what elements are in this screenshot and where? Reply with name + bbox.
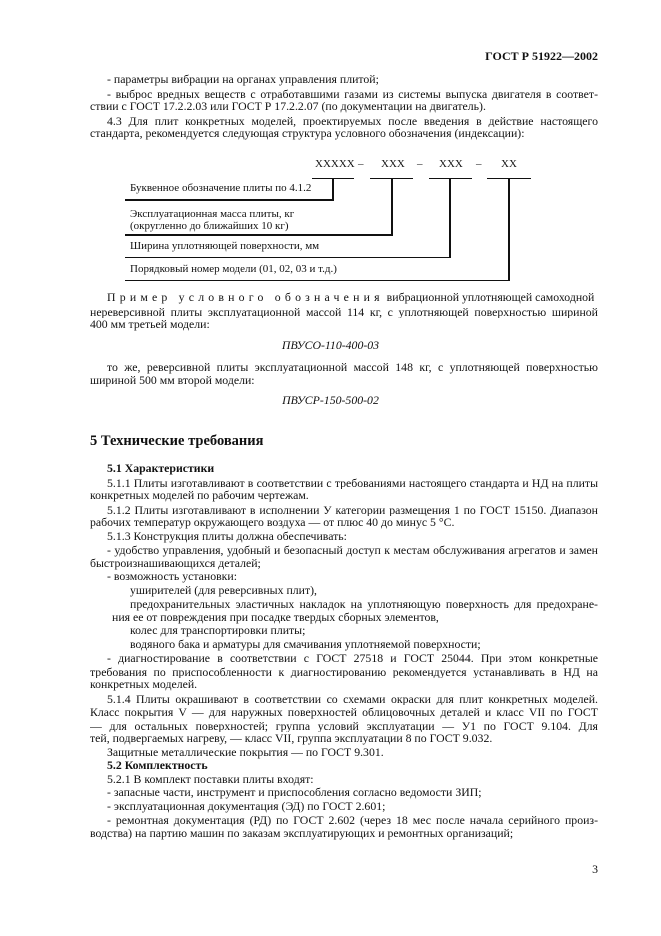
text-line: конкретных моделей по рабочим чертежам. (90, 488, 309, 502)
text-line: водства) на партию машин по заказам эксплуатирующих и ремонтных организаций; (90, 825, 514, 840)
example-text-2 (90, 360, 598, 387)
text-span: вибрационной уплотняющей самоходной (383, 290, 595, 304)
section-heading: 5 Технические требования (90, 433, 264, 449)
code-part: XXXXX (315, 158, 355, 170)
text-line: нереверсивной плиты эксплуатационной массой 114 кг, с уплотняющей поверхностью шириной (90, 304, 598, 318)
text-line: 5.1.3 Конструкция плиты должна обеспечивать: (107, 528, 347, 543)
text-line: ствии с ГОСТ 17.2.2.03 или ГОСТ Р 17.2.2.07 (по документации на двигатель). (90, 99, 486, 113)
text-line: быстроизнашивающихся деталей; (90, 555, 261, 570)
diagram-label: (округленно до ближайших 10 кг) (130, 220, 289, 232)
code-part: XXX (381, 158, 405, 170)
subsection-heading: 5.1 Характеристики (107, 461, 215, 475)
code-part: XX (501, 158, 517, 170)
text-line: 5.2.1 В комплект поставки плиты входят: (107, 771, 314, 786)
text-line: Класс покрытия V — для наружных поверхностей облицовочных деталей и класс VII по ГОСТ (90, 705, 598, 719)
leader-line (125, 280, 510, 281)
leader-line (332, 178, 334, 201)
text-line: то же, реверсивной плиты эксплуатационной массой 148 кг, с уплотняющей поверхностью (107, 360, 598, 374)
spaced-term: Пример условного обозначения (107, 290, 384, 304)
leader-line (508, 178, 510, 281)
code-part: XXX (439, 158, 463, 170)
text-line: - параметры вибрации на органах управления плитой; (107, 72, 379, 86)
leader-line (125, 257, 451, 258)
text-line: конкретных моделей. (90, 677, 198, 691)
text-line: - эксплуатационная документация (ЭД) по ГОСТ 2.601; (107, 798, 386, 813)
diagram-label: Порядковый номер модели (01, 02, 03 и т.д.) (130, 263, 337, 275)
example-formula: ПВУСО-110-400-03 (281, 338, 380, 352)
diagram-label: Ширина уплотняющей поверхности, мм (130, 240, 320, 252)
text-line: - удобство управления, удобный и безопасный доступ к местам обслуживания агрегатов и замен (107, 543, 598, 557)
leader-line (125, 199, 334, 201)
text-line: - ремонтная документация (РД) по ГОСТ 2.602 (через 18 мес после начала серийного произ- (107, 813, 598, 827)
intro-text (90, 73, 598, 141)
code-dash: – (417, 158, 423, 170)
page-number: 3 (592, 862, 598, 876)
text-line: - запасные части, инструмент и приспособления согласно ведомости ЗИП; (107, 785, 482, 799)
code-dash: – (358, 158, 364, 170)
document-id-header: ГОСТ Р 51922—2002 (485, 49, 598, 63)
text-line: - выброс вредных веществ с отработавшими газами из системы выпуска двигателя в соответ- (107, 86, 598, 100)
text-line: ния ее от повреждения при посадке твердых сборных элементов, (112, 609, 439, 624)
text-line: 4.3 Для плит конкретных моделей, проектируемых после введения в действие настоящего (107, 113, 598, 127)
text-line: стандарта, рекомендуется следующая структура условного обозначения (индексации): (90, 126, 525, 140)
text-line: водяного бака и арматуры для смачивания уплотняемой поверхности; (130, 636, 481, 651)
leader-line (391, 178, 393, 236)
text-line: шириной 500 мм второй модели: (90, 372, 255, 387)
section-body (90, 462, 598, 840)
text-line: 5.1.4 Плиты окрашивают в соответствии со схемами окраски для плит конкретных моделей. (107, 691, 598, 705)
text-line: рабочих температур окружающего воздуха — от плюс 40 до минус 5 °С. (90, 515, 455, 529)
text-line: тей, подвергаемых нагреву, — класс VII, группа эксплуатации 8 по ГОСТ 9.032. (90, 731, 493, 745)
text-line: 400 мм третьей модели: (90, 317, 210, 331)
code-dash: – (476, 158, 482, 170)
text-line: Защитные металлические покрытия — по ГОСТ 9.301. (107, 744, 384, 759)
text-line: - возможность установки: (107, 569, 237, 583)
text-line: требования по приспособленности к диагностированию рекомендуется устанавливать в НД на (90, 664, 598, 678)
text-line: - диагностирование в соответствии с ГОСТ 27518 и ГОСТ 25044. При этом конкретные (107, 651, 598, 665)
text-line: 5.1.1 Плиты изготавливают в соответствии с требованиями настоящего стандарта и НД на плиты (107, 475, 598, 489)
text-line: колес для транспортировки плиты; (130, 623, 306, 637)
subsection-heading: 5.2 Комплектность (107, 758, 208, 772)
diagram-label: Буквенное обозначение плиты по 4.1.2 (130, 182, 312, 194)
text-line: предохранительных эластичных накладок на уплотняющую поверхность для предохране- (130, 597, 598, 611)
text-line (90, 291, 598, 305)
text-line: — для остальных поверхностей; группа условий эксплуатации — У1 по ГОСТ 9.104. Для (90, 718, 598, 732)
text-line: 5.1.2 Плиты изготавливают в исполнении У категории размещения 1 по ГОСТ 15150. Диапазон (107, 502, 598, 516)
example-formula: ПВУСР-150-500-02 (282, 393, 379, 407)
leader-line (449, 178, 451, 258)
example-text (90, 291, 598, 332)
text-line: уширителей (для реверсивных плит), (130, 582, 317, 597)
leader-line (125, 234, 393, 236)
diagram-label: Эксплуатационная масса плиты, кг (130, 208, 295, 220)
